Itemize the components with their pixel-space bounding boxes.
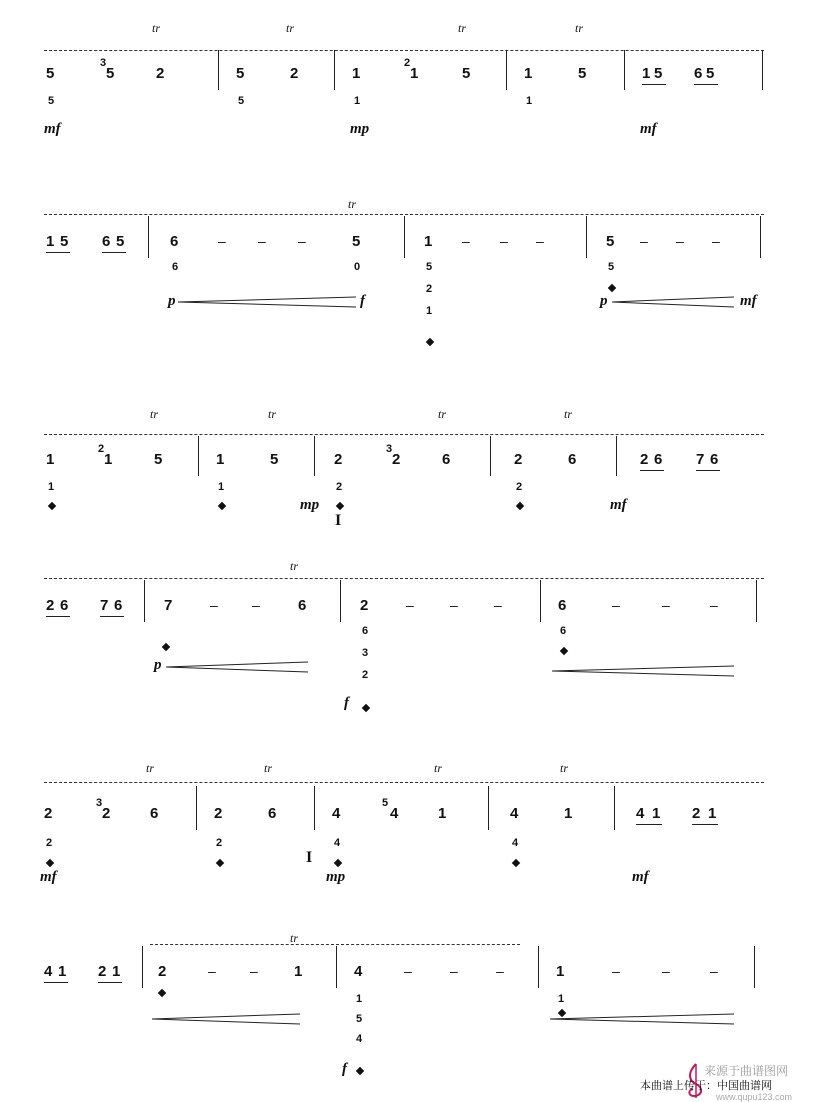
dash: – bbox=[252, 597, 260, 613]
bass-note: 1 bbox=[354, 95, 361, 107]
trill-mark: tr bbox=[564, 407, 573, 421]
accent-mark bbox=[162, 643, 170, 651]
accent-mark bbox=[560, 647, 568, 655]
accent-mark bbox=[158, 989, 166, 997]
barline bbox=[614, 786, 615, 830]
bass-note: 1 bbox=[48, 481, 55, 493]
note: 4 bbox=[332, 805, 341, 822]
trill-line bbox=[150, 944, 520, 945]
bass-note: 2 bbox=[362, 669, 369, 681]
trill-mark: tr bbox=[458, 21, 467, 35]
dash: – bbox=[676, 233, 684, 249]
trill-line bbox=[44, 50, 764, 51]
dash: – bbox=[662, 597, 670, 613]
note: 2 bbox=[290, 65, 299, 82]
accent-mark bbox=[512, 859, 520, 867]
note: 1 bbox=[410, 65, 419, 82]
crescendo-hairpin bbox=[612, 295, 736, 309]
note: 1 bbox=[708, 805, 717, 822]
position-marker: I bbox=[306, 849, 313, 866]
dash: – bbox=[404, 963, 412, 979]
bass-note: 6 bbox=[172, 261, 179, 273]
grace-note: 3 bbox=[100, 57, 107, 69]
accent-mark bbox=[334, 859, 342, 867]
dynamic-mark: mf bbox=[44, 121, 61, 137]
footer-url: www.qupu123.com bbox=[716, 1092, 793, 1102]
note: 1 bbox=[652, 805, 661, 822]
note: 2 bbox=[692, 805, 701, 822]
crescendo-hairpin bbox=[152, 1012, 302, 1026]
dash: – bbox=[494, 597, 502, 613]
dash: – bbox=[710, 597, 718, 613]
dash: – bbox=[218, 233, 226, 249]
note: 2 bbox=[392, 451, 401, 468]
barline bbox=[756, 580, 757, 622]
dash: – bbox=[712, 233, 720, 249]
underline bbox=[46, 616, 70, 617]
note: 1 bbox=[104, 451, 113, 468]
grace-note: 5 bbox=[382, 797, 389, 809]
crescendo-hairpin bbox=[552, 664, 736, 678]
trill-mark: tr bbox=[290, 559, 299, 573]
barline bbox=[538, 946, 539, 988]
dynamic-mark: p bbox=[154, 657, 162, 673]
position-marker: I bbox=[335, 512, 342, 529]
note: 2 bbox=[158, 963, 167, 980]
trill-line bbox=[44, 578, 764, 579]
bass-note: 4 bbox=[334, 837, 341, 849]
bass-note: 2 bbox=[426, 283, 433, 295]
barline bbox=[488, 786, 489, 830]
dynamic-mark: mf bbox=[610, 497, 627, 513]
note: 2 bbox=[98, 963, 107, 980]
dash: – bbox=[612, 963, 620, 979]
accent-mark bbox=[516, 502, 524, 510]
bass-note: 5 bbox=[608, 261, 615, 273]
dash: – bbox=[258, 233, 266, 249]
note: 7 bbox=[696, 451, 705, 468]
barline bbox=[144, 580, 145, 622]
note: 1 bbox=[112, 963, 121, 980]
dynamic-mark: mf bbox=[632, 869, 649, 885]
note: 1 bbox=[46, 233, 55, 250]
note: 6 bbox=[568, 451, 577, 468]
note: 2 bbox=[514, 451, 523, 468]
dash: – bbox=[298, 233, 306, 249]
trill-mark: tr bbox=[575, 21, 584, 35]
note: 5 bbox=[706, 65, 715, 82]
bass-note: 2 bbox=[46, 837, 53, 849]
footer bbox=[640, 1062, 836, 1102]
watermark-text: 来源于曲谱图网 bbox=[704, 1064, 789, 1078]
trill-line bbox=[44, 782, 764, 783]
dash: – bbox=[496, 963, 504, 979]
dash: – bbox=[406, 597, 414, 613]
note: 6 bbox=[442, 451, 451, 468]
bass-note: 1 bbox=[558, 993, 565, 1005]
barline bbox=[198, 436, 199, 476]
dynamic-mark: mp bbox=[326, 869, 346, 885]
note: 5 bbox=[352, 233, 361, 250]
note: 1 bbox=[58, 963, 67, 980]
accent-mark bbox=[356, 1067, 364, 1075]
bass-note: 3 bbox=[362, 647, 369, 659]
note: 5 bbox=[462, 65, 471, 82]
bass-note: 2 bbox=[336, 481, 343, 493]
trill-mark: tr bbox=[560, 761, 569, 775]
barline bbox=[762, 50, 763, 90]
underline bbox=[102, 252, 126, 253]
accent-mark bbox=[48, 502, 56, 510]
trill-mark: tr bbox=[264, 761, 273, 775]
barline bbox=[340, 580, 341, 622]
dash: – bbox=[640, 233, 648, 249]
dynamic-mark: mp bbox=[300, 497, 320, 513]
note: 1 bbox=[564, 805, 573, 822]
dynamic-mark: f bbox=[342, 1061, 347, 1077]
note: 6 bbox=[60, 597, 69, 614]
dash: – bbox=[210, 597, 218, 613]
note: 4 bbox=[510, 805, 519, 822]
barline bbox=[314, 436, 315, 476]
note: 2 bbox=[640, 451, 649, 468]
trill-mark: tr bbox=[150, 407, 159, 421]
barline bbox=[586, 216, 587, 258]
underline bbox=[692, 824, 718, 825]
accent-mark bbox=[336, 502, 344, 510]
dash: – bbox=[450, 963, 458, 979]
dynamic-mark: mp bbox=[350, 121, 370, 137]
trill-line bbox=[44, 214, 764, 215]
note: 6 bbox=[170, 233, 179, 250]
note: 1 bbox=[524, 65, 533, 82]
barline bbox=[754, 946, 755, 988]
dash: – bbox=[710, 963, 718, 979]
underline bbox=[98, 982, 122, 983]
underline bbox=[46, 252, 70, 253]
trill-line bbox=[44, 434, 764, 435]
note: 1 bbox=[556, 963, 565, 980]
underline bbox=[636, 824, 662, 825]
note: 1 bbox=[352, 65, 361, 82]
note: 2 bbox=[214, 805, 223, 822]
bass-note: 5 bbox=[238, 95, 245, 107]
note: 4 bbox=[390, 805, 399, 822]
dynamic-mark: mf bbox=[740, 293, 757, 309]
bass-note: 1 bbox=[526, 95, 533, 107]
dash: – bbox=[662, 963, 670, 979]
dynamic-mark: mf bbox=[640, 121, 657, 137]
barline bbox=[218, 50, 219, 90]
note: 5 bbox=[106, 65, 115, 82]
note: 6 bbox=[102, 233, 111, 250]
barline bbox=[506, 50, 507, 90]
bass-note: 1 bbox=[356, 993, 363, 1005]
bass-note: 4 bbox=[356, 1033, 363, 1045]
note: 6 bbox=[150, 805, 159, 822]
barline bbox=[616, 436, 617, 476]
dynamic-mark: f bbox=[344, 695, 349, 711]
barline bbox=[540, 580, 541, 622]
barline bbox=[336, 946, 337, 988]
grace-note: 2 bbox=[404, 57, 411, 69]
note: 1 bbox=[424, 233, 433, 250]
bass-note: 5 bbox=[426, 261, 433, 273]
note: 7 bbox=[100, 597, 109, 614]
barline bbox=[142, 946, 143, 988]
trill-mark: tr bbox=[348, 197, 357, 211]
accent-mark bbox=[46, 859, 54, 867]
note: 4 bbox=[44, 963, 53, 980]
dash: – bbox=[250, 963, 258, 979]
underline bbox=[640, 470, 664, 471]
barline bbox=[148, 216, 149, 258]
barline bbox=[334, 50, 335, 90]
note: 5 bbox=[654, 65, 663, 82]
note: 5 bbox=[60, 233, 69, 250]
trill-mark: tr bbox=[438, 407, 447, 421]
underline bbox=[44, 982, 68, 983]
footer-text: 本曲谱上传于：中国曲谱网 bbox=[640, 1080, 772, 1092]
note: 4 bbox=[354, 963, 363, 980]
crescendo-hairpin bbox=[166, 660, 310, 674]
note: 6 bbox=[298, 597, 307, 614]
accent-mark bbox=[362, 704, 370, 712]
trill-mark: tr bbox=[152, 21, 161, 35]
grace-note: 2 bbox=[98, 443, 105, 455]
note: 5 bbox=[154, 451, 163, 468]
note: 6 bbox=[558, 597, 567, 614]
barline bbox=[314, 786, 315, 830]
note: 1 bbox=[294, 963, 303, 980]
dash: – bbox=[612, 597, 620, 613]
note: 2 bbox=[44, 805, 53, 822]
note: 5 bbox=[46, 65, 55, 82]
bass-note: 0 bbox=[354, 261, 361, 273]
bass-note: 1 bbox=[426, 305, 433, 317]
bass-note: 1 bbox=[218, 481, 225, 493]
trill-mark: tr bbox=[290, 931, 299, 945]
note: 2 bbox=[360, 597, 369, 614]
grace-note: 3 bbox=[96, 797, 103, 809]
dynamic-mark: f bbox=[360, 293, 365, 309]
bass-note: 2 bbox=[516, 481, 523, 493]
note: 5 bbox=[606, 233, 615, 250]
barline bbox=[624, 50, 625, 90]
accent-mark bbox=[218, 502, 226, 510]
underline bbox=[100, 616, 124, 617]
dynamic-mark: p bbox=[600, 293, 608, 309]
note: 7 bbox=[164, 597, 173, 614]
crescendo-hairpin bbox=[178, 295, 358, 309]
dash: – bbox=[536, 233, 544, 249]
trill-mark: tr bbox=[286, 21, 295, 35]
dynamic-mark: p bbox=[168, 293, 176, 309]
note: 5 bbox=[116, 233, 125, 250]
grace-note: 3 bbox=[386, 443, 393, 455]
note: 2 bbox=[334, 451, 343, 468]
note: 4 bbox=[636, 805, 645, 822]
trill-mark: tr bbox=[268, 407, 277, 421]
accent-mark bbox=[608, 284, 616, 292]
note: 2 bbox=[156, 65, 165, 82]
crescendo-hairpin bbox=[550, 1012, 736, 1026]
barline bbox=[760, 216, 761, 258]
note: 6 bbox=[268, 805, 277, 822]
note: 6 bbox=[114, 597, 123, 614]
trill-mark: tr bbox=[146, 761, 155, 775]
accent-mark bbox=[216, 859, 224, 867]
bass-note: 6 bbox=[560, 625, 567, 637]
underline bbox=[694, 84, 718, 85]
note: 1 bbox=[438, 805, 447, 822]
note: 6 bbox=[694, 65, 703, 82]
bass-note: 4 bbox=[512, 837, 519, 849]
bass-note: 5 bbox=[48, 95, 55, 107]
note: 5 bbox=[270, 451, 279, 468]
note: 2 bbox=[102, 805, 111, 822]
dash: – bbox=[208, 963, 216, 979]
dash: – bbox=[450, 597, 458, 613]
dynamic-mark: mf bbox=[40, 869, 57, 885]
note: 1 bbox=[642, 65, 651, 82]
bass-note: 6 bbox=[362, 625, 369, 637]
note: 5 bbox=[236, 65, 245, 82]
note: 1 bbox=[216, 451, 225, 468]
note: 6 bbox=[654, 451, 663, 468]
note: 2 bbox=[46, 597, 55, 614]
bass-note: 2 bbox=[216, 837, 223, 849]
underline bbox=[642, 84, 666, 85]
barline bbox=[490, 436, 491, 476]
underline bbox=[696, 470, 720, 471]
barline bbox=[196, 786, 197, 830]
dash: – bbox=[462, 233, 470, 249]
note: 5 bbox=[578, 65, 587, 82]
note: 1 bbox=[46, 451, 55, 468]
accent-mark bbox=[426, 338, 434, 346]
note: 6 bbox=[710, 451, 719, 468]
barline bbox=[404, 216, 405, 258]
trill-mark: tr bbox=[434, 761, 443, 775]
bass-note: 5 bbox=[356, 1013, 363, 1025]
dash: – bbox=[500, 233, 508, 249]
